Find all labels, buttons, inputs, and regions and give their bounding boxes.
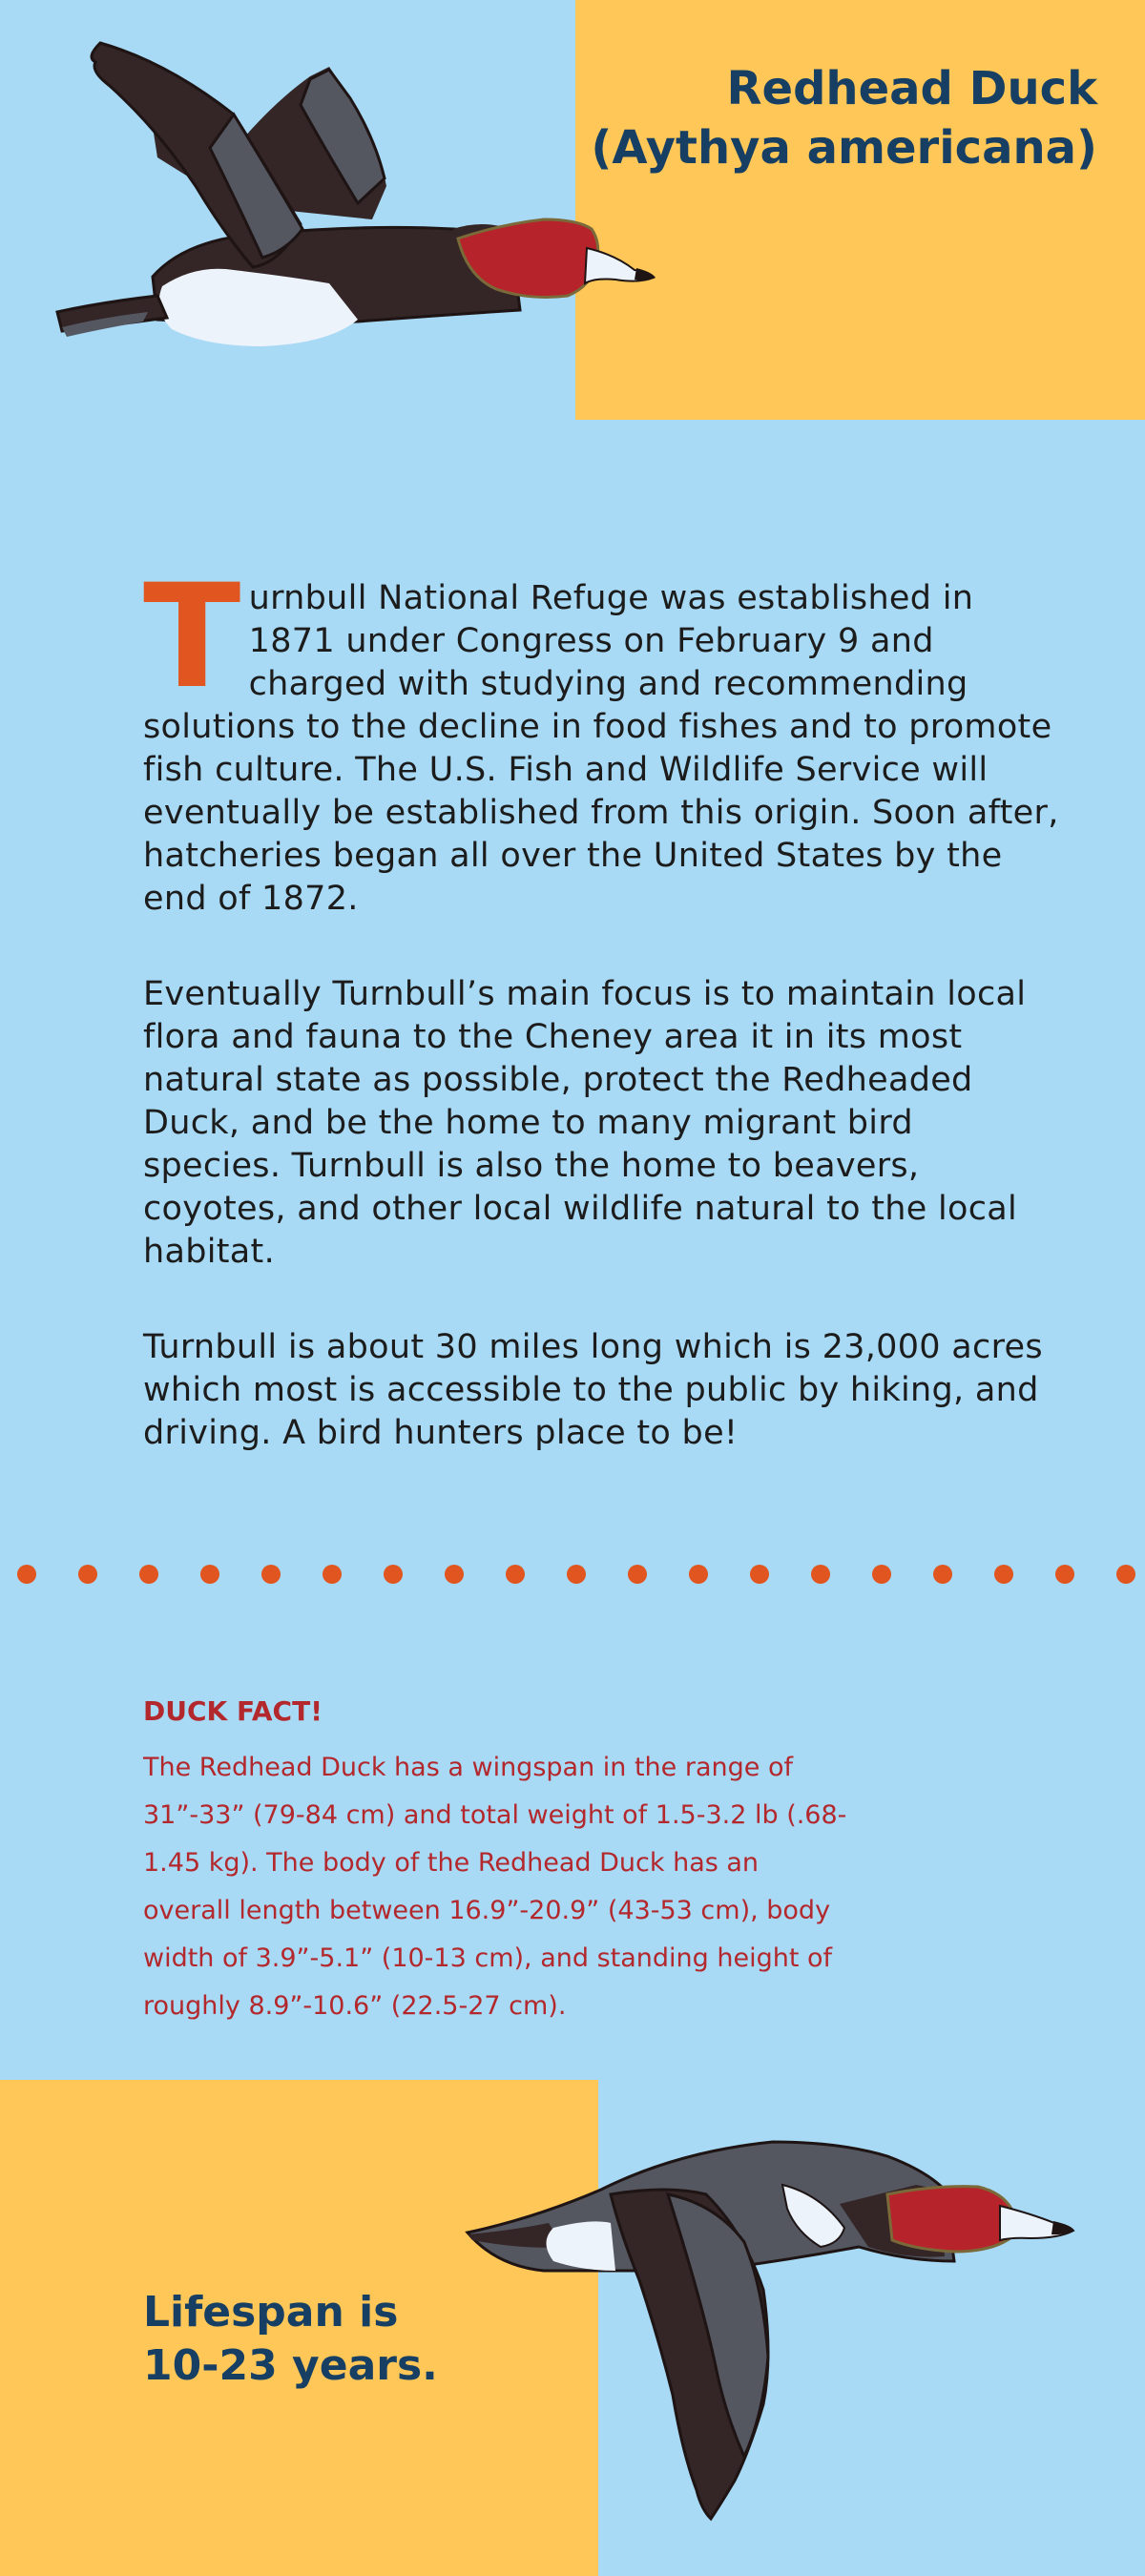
divider-dot <box>933 1565 952 1584</box>
divider-dot <box>323 1565 342 1584</box>
divider-dot <box>750 1565 769 1584</box>
title-common-name: Redhead Duck <box>726 62 1097 115</box>
divider-dot <box>872 1565 891 1584</box>
divider-dot <box>628 1565 647 1584</box>
divider-dot <box>445 1565 464 1584</box>
dotted-divider <box>17 1565 1143 1588</box>
intro-paragraph-1-text: urnbull National Refuge was established in 1871 under Congress on February 9 and charged with studying and recommending solutions to the decline in food fishes and to promote fish culture. The U.S. Fish and Wildlife Service will eventually be established from this origin. Soon after, hatcheries began all over the United States by the end of 1872. <box>143 579 1059 918</box>
divider-dot <box>567 1565 586 1584</box>
duck-fact-body: The Redhead Duck has a wingspan in the range of 31”-33” (79-84 cm) and total weight of 1.5-3.2 lb (.68-1.45 kg). The body of the Redhead Duck has an overall length between 16.9”-20.9” (43-53 cm), body width of 3.9”-5.1” (10-13 cm), and standing height of roughly 8.9”-10.6” (22.5-27 cm). <box>143 1753 847 2021</box>
divider-dot <box>811 1565 830 1584</box>
drop-cap: T <box>143 554 241 720</box>
divider-dot <box>384 1565 403 1584</box>
divider-dot <box>200 1565 219 1584</box>
divider-dot <box>994 1565 1013 1584</box>
duck-fact-heading: DUCK FACT! <box>143 1695 323 1727</box>
divider-dot <box>689 1565 708 1584</box>
divider-dot <box>78 1565 97 1584</box>
divider-dot <box>1116 1565 1135 1584</box>
duck-fact-section <box>143 1691 849 2030</box>
title-scientific-name: (Aythya americana) <box>591 121 1097 175</box>
divider-dot <box>1055 1565 1074 1584</box>
intro-paragraph-1 <box>143 554 1059 921</box>
divider-dot <box>139 1565 158 1584</box>
intro-article <box>143 554 1059 1507</box>
intro-paragraph-3: Turnbull is about 30 miles long which is 23,000 acres which most is accessible to the public by hiking, and driving. A bird hunters place to be! <box>143 1328 1043 1452</box>
divider-dot <box>17 1565 36 1584</box>
lifespan-line-1: Lifespan is <box>143 2288 399 2337</box>
redhead-duck-flying-icon <box>43 33 663 363</box>
intro-paragraph-2: Eventually Turnbull’s main focus is to maintain local flora and fauna to the Cheney area it in its most natural state as possible, protect the Redheaded Duck, and be the home to many migrant bird species. Turnbull is also the home to beavers, coyotes, and other local wildlife natural to the local habitat. <box>143 975 1027 1271</box>
divider-dot <box>506 1565 525 1584</box>
redhead-duck-flying-icon <box>458 2128 1078 2528</box>
divider-dot <box>261 1565 281 1584</box>
lifespan-line-2: 10-23 years. <box>143 2341 438 2390</box>
